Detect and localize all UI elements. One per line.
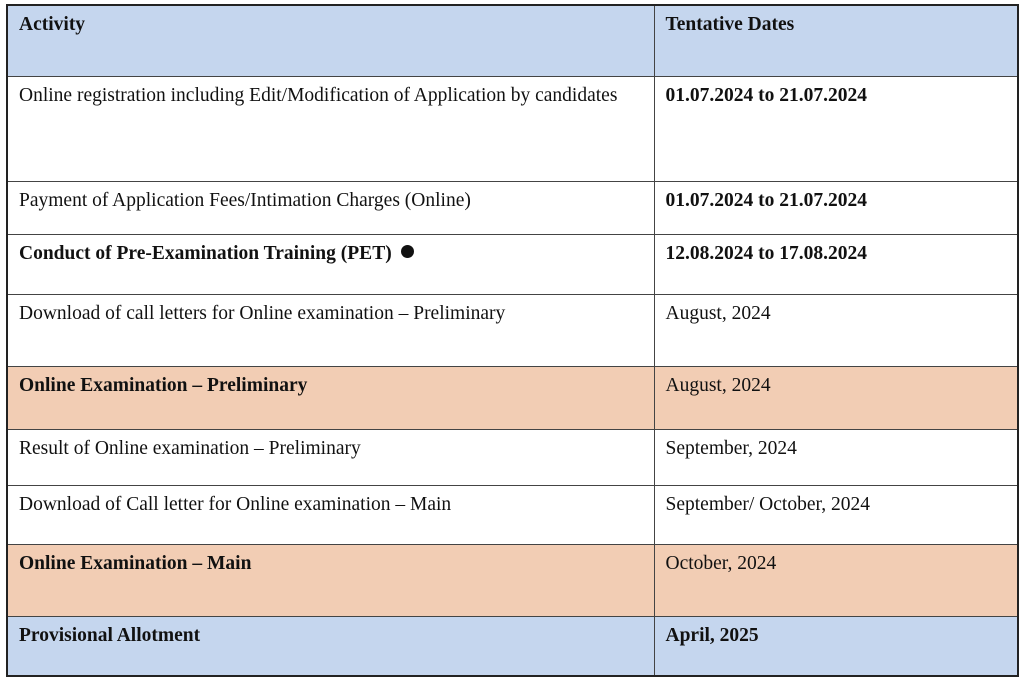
- date-cell: September/ October, 2024: [654, 485, 1018, 544]
- bullet-icon: [401, 245, 414, 258]
- activity-cell: Online registration including Edit/Modification of Application by candidates: [7, 76, 654, 181]
- header-activity: Activity: [7, 5, 654, 76]
- header-row: [7, 5, 1018, 76]
- activity-cell: Provisional Allotment: [7, 616, 654, 676]
- table-row: [7, 366, 1018, 429]
- activity-cell: Result of Online examination – Preliminary: [7, 429, 654, 485]
- date-cell: 12.08.2024 to 17.08.2024: [654, 234, 1018, 294]
- activity-cell: Online Examination – Main: [7, 544, 654, 616]
- date-cell: August, 2024: [654, 366, 1018, 429]
- table-row: [7, 181, 1018, 234]
- table-row: [7, 234, 1018, 294]
- table-row: [7, 616, 1018, 676]
- activity-cell: [7, 234, 654, 294]
- activity-cell: Download of call letters for Online examination – Preliminary: [7, 294, 654, 366]
- header-tentative-dates: Tentative Dates: [654, 5, 1018, 76]
- table-row: [7, 429, 1018, 485]
- activity-cell: Online Examination – Preliminary: [7, 366, 654, 429]
- table-row: [7, 544, 1018, 616]
- table-row: [7, 485, 1018, 544]
- date-cell: 01.07.2024 to 21.07.2024: [654, 181, 1018, 234]
- table-row: [7, 76, 1018, 181]
- date-cell: October, 2024: [654, 544, 1018, 616]
- date-cell: August, 2024: [654, 294, 1018, 366]
- activity-text: Conduct of Pre-Examination Training (PET): [19, 242, 392, 264]
- date-cell: 01.07.2024 to 21.07.2024: [654, 76, 1018, 181]
- date-cell: April, 2025: [654, 616, 1018, 676]
- activity-cell: Download of Call letter for Online examination – Main: [7, 485, 654, 544]
- date-cell: September, 2024: [654, 429, 1018, 485]
- schedule-table: [6, 4, 1019, 677]
- table-row: [7, 294, 1018, 366]
- activity-cell: Payment of Application Fees/Intimation Charges (Online): [7, 181, 654, 234]
